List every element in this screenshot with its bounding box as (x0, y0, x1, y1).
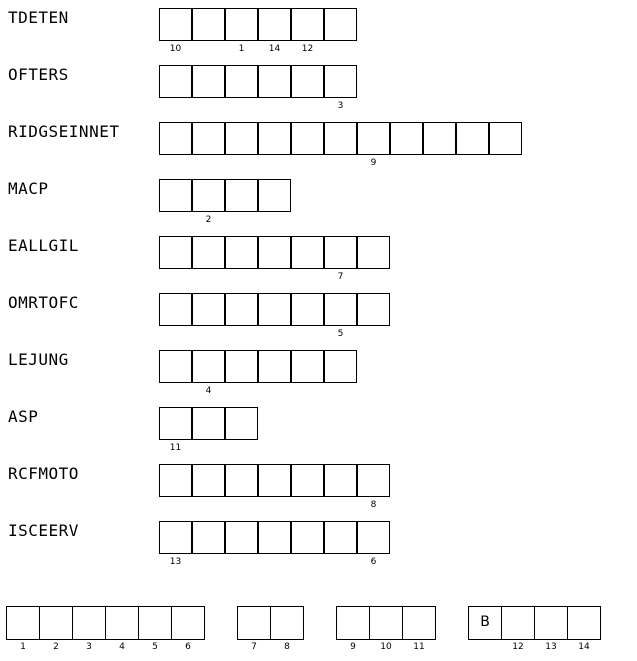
letter-box-strip (159, 521, 391, 567)
letter-box[interactable] (324, 350, 357, 383)
answer-letter-box[interactable] (402, 606, 436, 640)
word-row (0, 179, 637, 229)
letter-box-strip (159, 236, 391, 282)
letter-box-strip (159, 464, 391, 510)
letter-box[interactable] (225, 122, 258, 155)
letter-box-strip (159, 407, 259, 453)
box-number: 10 (169, 44, 182, 54)
answer-letter-box[interactable] (39, 606, 73, 640)
letter-box-strip (159, 122, 523, 168)
answer-box-number: 6 (185, 642, 191, 652)
answer-box-number: 14 (578, 642, 590, 652)
letter-box[interactable] (423, 122, 456, 155)
letter-box[interactable] (159, 8, 192, 41)
letter-box-strip (159, 293, 391, 339)
answer-letter-box[interactable] (567, 606, 601, 640)
letter-box[interactable] (159, 350, 192, 383)
answer-letter-box[interactable] (105, 606, 139, 640)
box-number: 8 (370, 500, 377, 510)
letter-box[interactable] (324, 65, 357, 98)
letter-box[interactable] (291, 350, 324, 383)
letter-box[interactable] (258, 8, 291, 41)
letter-box[interactable] (192, 293, 225, 326)
box-number: 4 (205, 386, 212, 396)
scrambled-word: OMRTOFC (8, 293, 79, 312)
letter-box[interactable] (159, 179, 192, 212)
letter-box[interactable] (258, 350, 291, 383)
box-number: 1 (238, 44, 245, 54)
word-row (0, 65, 637, 115)
letter-box[interactable] (324, 122, 357, 155)
letter-box[interactable] (258, 521, 291, 554)
answer-box-number: 12 (512, 642, 524, 652)
scrambled-word: ASP (8, 407, 39, 426)
letter-box[interactable] (258, 293, 291, 326)
answer-letter-box[interactable] (138, 606, 172, 640)
letter-box[interactable] (192, 65, 225, 98)
letter-box[interactable] (357, 236, 390, 269)
letter-box[interactable] (159, 236, 192, 269)
word-row (0, 521, 637, 571)
scrambled-word: OFTERS (8, 65, 69, 84)
word-row (0, 236, 637, 286)
letter-box[interactable] (324, 521, 357, 554)
letter-box[interactable] (192, 8, 225, 41)
answer-letter-box[interactable] (501, 606, 535, 640)
box-number: 13 (169, 557, 182, 567)
answer-box-number: 10 (380, 642, 392, 652)
box-number: 9 (370, 158, 377, 168)
word-row (0, 8, 637, 58)
answer-word-group (336, 606, 436, 651)
answer-word-group (6, 606, 205, 651)
scrambled-word: RIDGSEINNET (8, 122, 120, 141)
letter-box[interactable] (291, 464, 324, 497)
letter-box[interactable] (258, 179, 291, 212)
letter-box[interactable] (258, 122, 291, 155)
answer-box-number: 11 (413, 642, 425, 652)
letter-box[interactable] (489, 122, 522, 155)
letter-box[interactable] (192, 464, 225, 497)
box-number: 2 (205, 215, 212, 225)
letter-box[interactable] (192, 521, 225, 554)
letter-box[interactable] (291, 8, 324, 41)
letter-box[interactable] (192, 236, 225, 269)
answer-box-number: 13 (545, 642, 557, 652)
letter-box[interactable] (225, 8, 258, 41)
answer-box-number: 5 (152, 642, 158, 652)
word-row (0, 464, 637, 514)
letter-box[interactable] (291, 521, 324, 554)
box-number: 11 (169, 443, 182, 453)
scrambled-word: LEJUNG (8, 350, 69, 369)
scrambled-word: EALLGIL (8, 236, 79, 255)
letter-box[interactable] (357, 521, 390, 554)
word-row (0, 350, 637, 400)
scrambled-word: ISCEERV (8, 521, 79, 540)
answer-box-number: 7 (251, 642, 257, 652)
letter-box[interactable] (357, 464, 390, 497)
answer-letter-box[interactable] (336, 606, 370, 640)
letter-box[interactable] (192, 179, 225, 212)
letter-box[interactable] (192, 407, 225, 440)
scrambled-word: MACP (8, 179, 49, 198)
answer-word-group (237, 606, 304, 651)
letter-box-strip (159, 179, 292, 225)
letter-box[interactable] (225, 236, 258, 269)
box-number: 6 (370, 557, 377, 567)
box-number: 5 (337, 329, 344, 339)
box-number: 7 (337, 272, 344, 282)
letter-box[interactable] (225, 65, 258, 98)
word-row (0, 122, 637, 172)
letter-box[interactable] (225, 350, 258, 383)
answer-box-number: 2 (53, 642, 59, 652)
answer-box-number: 3 (86, 642, 92, 652)
letter-box[interactable] (324, 464, 357, 497)
answer-box-number: 8 (284, 642, 290, 652)
letter-box[interactable] (159, 65, 192, 98)
letter-box[interactable] (159, 122, 192, 155)
letter-box[interactable] (258, 464, 291, 497)
letter-box[interactable] (291, 293, 324, 326)
letter-box[interactable] (324, 293, 357, 326)
letter-box[interactable] (192, 122, 225, 155)
answer-box-number: 4 (119, 642, 125, 652)
letter-box[interactable] (225, 521, 258, 554)
answer-letter-box[interactable] (72, 606, 106, 640)
letter-box[interactable] (258, 236, 291, 269)
letter-box-strip (159, 350, 358, 396)
letter-box[interactable] (390, 122, 423, 155)
letter-box[interactable] (192, 350, 225, 383)
box-number: 3 (337, 101, 344, 111)
letter-box[interactable] (225, 464, 258, 497)
letter-box-strip (159, 65, 358, 111)
letter-box[interactable] (456, 122, 489, 155)
letter-box[interactable] (357, 293, 390, 326)
scrambled-word: RCFMOTO (8, 464, 79, 483)
word-row (0, 407, 637, 457)
answer-letter-box[interactable] (6, 606, 40, 640)
letter-box[interactable] (324, 8, 357, 41)
scrambled-word: TDETEN (8, 8, 69, 27)
letter-box[interactable] (357, 122, 390, 155)
letter-box[interactable] (225, 179, 258, 212)
box-number: 12 (301, 44, 314, 54)
answer-letter-box[interactable] (369, 606, 403, 640)
letter-box[interactable] (258, 65, 291, 98)
letter-box[interactable] (291, 122, 324, 155)
letter-box[interactable] (291, 65, 324, 98)
letter-box[interactable] (225, 407, 258, 440)
letter-box[interactable] (225, 293, 258, 326)
answer-word-group (468, 606, 601, 651)
letter-box[interactable] (159, 521, 192, 554)
letter-box[interactable] (291, 236, 324, 269)
answer-letter-box[interactable]: B (468, 606, 502, 640)
answer-letter-box[interactable] (171, 606, 205, 640)
word-row (0, 293, 637, 343)
letter-box[interactable] (159, 464, 192, 497)
letter-box-strip (159, 8, 358, 54)
answer-letter-box[interactable] (237, 606, 271, 640)
answer-box-number: 9 (350, 642, 356, 652)
box-number: 14 (268, 44, 281, 54)
letter-box[interactable] (159, 293, 192, 326)
answer-letter-box[interactable] (534, 606, 568, 640)
letter-box[interactable] (159, 407, 192, 440)
answer-box-number: 1 (20, 642, 26, 652)
letter-box[interactable] (324, 236, 357, 269)
answer-letter-box[interactable] (270, 606, 304, 640)
